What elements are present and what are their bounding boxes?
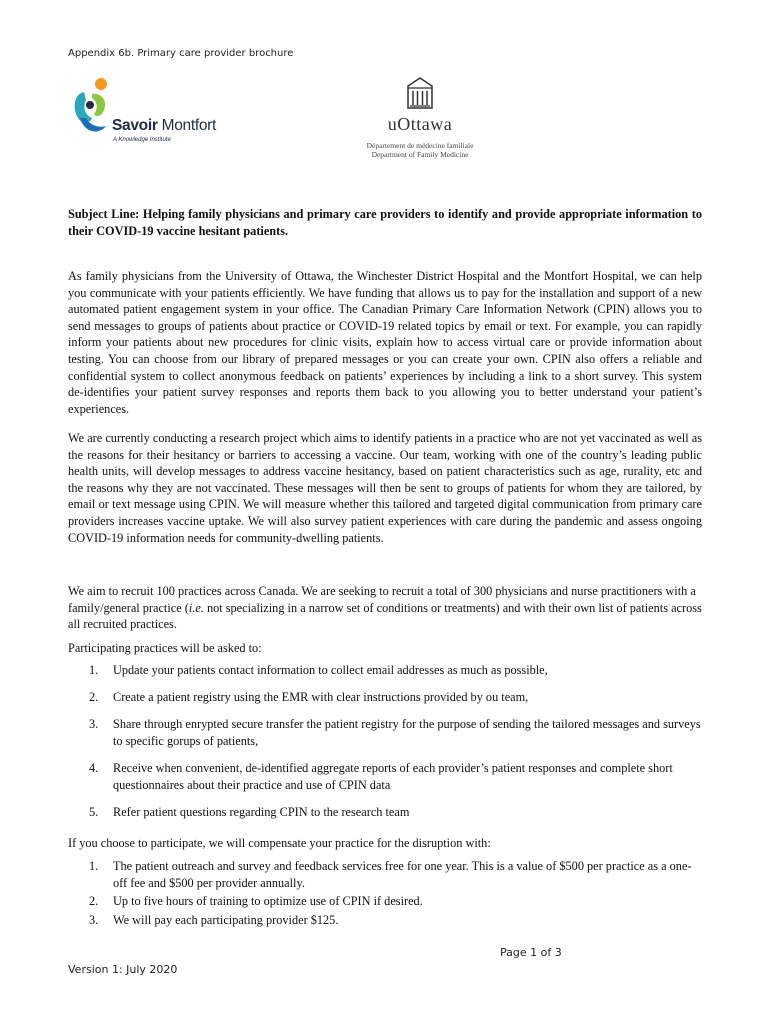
department-name-en: Department of Family Medicine xyxy=(371,150,469,159)
version-label: Version 1: July 2020 xyxy=(68,963,178,976)
uottawa-logo xyxy=(345,76,495,168)
savoir-montfort-name: Savoir Montfort xyxy=(112,117,217,134)
uottawa-name: uOttawa xyxy=(387,114,453,134)
paragraph-recruitment: We aim to recruit 100 practices across Canada. We are seeking to recruit a total of 300 physicians and nurse practitioners with a family/general practice (i.e. not specializing in a narrow set of conditions or treatments) and with their own list of patients across all recruited practices. xyxy=(68,584,702,632)
savoir-montfort-logo xyxy=(70,74,235,156)
subject-line: Subject Line: Helping family physicians and primary care providers to identify and provide appropriate information to their COVID-19 vaccine hesitant patients. xyxy=(68,207,702,238)
list-item: 2. Up to five hours of training to optimize use of CPIN if desired. xyxy=(89,894,423,909)
paragraph-cpin-intro: As family physicians from the University of Ottawa, the Winchester District Hospital and the Montfort Hospital, we can help you communicate with your patients efficiently. We have funding that allows us to pay for the installation and support of a new automated patient engagement system in your office. The Canadian Primary Care Information Network (CPIN) allows you to send messages to groups of patients about practice or COVID-19 related topics by email or text. For example, you can rapidly inform your patients about new procedures for clinic visits, explain how to access virtual care or provide information about testing. You can choose from our library of prepared messages or you can create your own. CPIN also offers a reliable and confidential system to collect anonymous feedback on patients’ experiences by including a link to a short survey. This system de-identifies your patient survey responses and reports them back to you allowing you to better understand your patient’s experiences. xyxy=(68,269,702,416)
uottawa-building-icon xyxy=(405,76,435,110)
appendix-heading: Appendix 6b. Primary care provider brochure xyxy=(68,48,294,59)
list-item: 4. Receive when convenient, de-identified aggregate reports of each provider’s patient responses and complete short questionnaires about their practice and use of CPIN data xyxy=(89,761,673,792)
list-item: 5. Refer patient questions regarding CPIN to the research team xyxy=(89,804,410,819)
list-item: 1. Update your patients contact information to collect email addresses as much as possible, xyxy=(89,663,548,677)
list-item: 3. We will pay each participating provider $125. xyxy=(89,912,339,927)
participation-lead: Participating practices will be asked to: xyxy=(68,641,262,655)
compensation-lead: If you choose to participate, we will compensate your practice for the disruption with: xyxy=(68,836,491,850)
participation-tasks-list xyxy=(89,662,704,831)
department-name-fr: Département de médecine familiale xyxy=(366,141,474,150)
list-item: 2. Create a patient registry using the EMR with clear instructions provided by ou team, xyxy=(89,690,529,705)
list-item: 3. Share through enrypted secure transfer the patient registry for the purpose of sending the tailored messages and surveys to specific gorups of patients, xyxy=(89,717,701,748)
department-name xyxy=(345,141,495,159)
list-item: 1. The patient outreach and survey and feedback services free for one year. This is a value of $500 per practice as a one-off fee and $500 per provider annually. xyxy=(89,859,692,890)
savoir-montfort-tagline: A Knowledge Institute xyxy=(113,137,171,143)
page-number: Page 1 of 3 xyxy=(500,946,562,959)
compensation-list xyxy=(89,858,704,930)
paragraph-research-project: We are currently conducting a research project which aims to identify patients in a practice who are not yet vaccinated as well as the reasons for their hesitancy or barriers to accessing a vaccine. Our team, working with one of the country’s leading public health units, will develop messages to address vaccine hesitancy, based on patient characteristics such as age, rurality, etc and the reasons why they are not vaccinated. These messages will then be sent to groups of patients for whom they are tailored, by email or text message using CPIN. We will measure whether this tailored and targeted digital communication from primary care providers increases vaccine uptake. We will also survey patient experiences with care during the pandemic and assess ongoing COVID-19 information needs for community-dwelling patients. xyxy=(68,431,702,545)
savoir-montfort-emblem-icon xyxy=(70,74,114,144)
